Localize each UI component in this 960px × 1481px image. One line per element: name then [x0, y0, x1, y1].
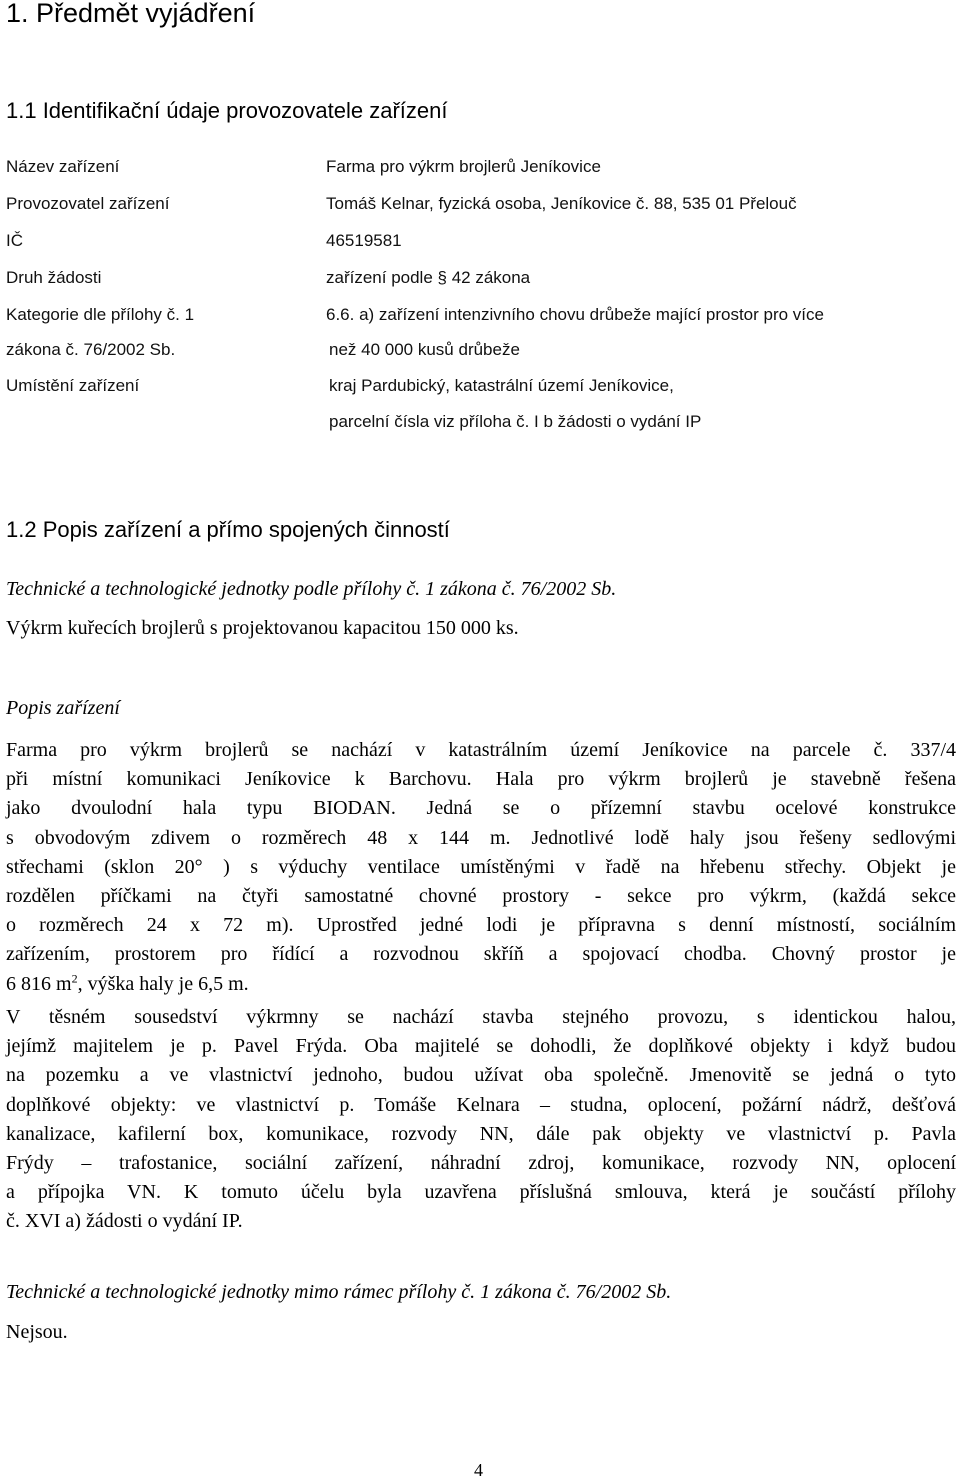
paragraph-line: rozdělen příčkami na čtyři samostatné chovné prostory - sekce pro výkrm, (každá sekce [6, 885, 956, 908]
value-location: kraj Pardubický, katastrální území Jeníkovice, [329, 376, 674, 395]
label-operator: Provozovatel zařízení [6, 194, 170, 213]
paragraph-line: o rozměrech 24 x 72 m). Uprostřed jedné lodi je přípravna s denní místností, sociálním [6, 914, 956, 937]
paragraph-tail: , výška haly je 6,5 m. [77, 972, 249, 995]
value-operator: Tomáš Kelnar, fyzická osoba, Jeníkovice č. 88, 535 01 Přelouč [326, 194, 797, 213]
page-number: 4 [474, 1460, 483, 1480]
value-request-type: zařízení podle § 42 zákona [326, 268, 531, 287]
value-category-line2: než 40 000 kusů drůbeže [329, 340, 520, 359]
description-title: Popis zařízení [6, 697, 120, 719]
paragraph-line: č. XVI a) žádosti o vydání IP. [6, 1210, 243, 1233]
label-category: Kategorie dle přílohy č. 1 [6, 305, 195, 324]
value-facility-name: Farma pro výkrm brojlerů Jeníkovice [326, 157, 601, 176]
area-superscript: 2 [71, 970, 78, 985]
units-title: Technické a technologické jednotky podle přílohy č. 1 zákona č. 76/2002 Sb. [6, 578, 617, 600]
paragraph-line: s obvodovým zdivem o rozměrech 48 x 144 m. Jednotlivé lodě haly jsou řešeny sedlovými [6, 826, 956, 849]
paragraph-line: zařízením, prostorem pro řídící a rozvodnou skříň a spojovací chodba. Chovný prostor je [6, 943, 956, 966]
description-paragraph-1 [6, 736, 956, 999]
paragraph-line: při místní komunikaci Jeníkovice k Barchovu. Hala pro výkrm brojlerů je stavebně řešena [6, 768, 956, 791]
section-heading-description: 1.2 Popis zařízení a přímo spojených činností [6, 517, 450, 542]
description-paragraph-2 [6, 1003, 956, 1237]
value-ico: 46519581 [326, 231, 402, 250]
label-category-line2: zákona č. 76/2002 Sb. [6, 340, 176, 359]
units-outside-text: Nejsou. [6, 1321, 68, 1343]
label-location: Umístění zařízení [6, 376, 140, 395]
paragraph-line: doplňkové objekty: ve vlastnictví p. Tomáše Kelnara – studna, oplocení, požární nádrž, dešťová [6, 1093, 956, 1116]
paragraph-line: na pozemku a ve vlastnictví jednoho, budou užívat oba společně. Jmenovitě se jedná o tyto [6, 1064, 956, 1087]
paragraph-line: Farma pro výkrm brojlerů se nachází v katastrálním území Jeníkovice na parcele č. 337/4 [6, 739, 956, 761]
paragraph-line-last [6, 970, 956, 999]
page-heading: 1. Předmět vyjádření [6, 0, 256, 28]
paragraph-line: a přípojka VN. K tomuto účelu byla uzavřena příslušná smlouva, která je součástí přílohy [6, 1181, 956, 1204]
paragraph-line: střechami (sklon 20° ) s výduchy ventilace umístěnými v řadě na hřebenu střechy. Objekt je [6, 855, 956, 878]
paragraph-line: jako dvoulodní hala typu BIODAN. Jedná se o přízemní stavbu ocelové konstrukce [6, 797, 956, 820]
value-category: 6.6. a) zařízení intenzivního chovu drůbeže mající prostor pro více [326, 305, 824, 324]
area-value: 6 816 m [6, 972, 72, 995]
paragraph-line: Frýdy – trafostanice, sociální zařízení, náhradní zdroj, komunikace, rozvody NN, oplocení [6, 1152, 956, 1175]
units-outside-title: Technické a technologické jednotky mimo rámec přílohy č. 1 zákona č. 76/2002 Sb. [6, 1281, 672, 1303]
label-request-type: Druh žádosti [6, 268, 102, 287]
units-text: Výkrm kuřecích brojlerů s projektovanou kapacitou 150 000 ks. [6, 617, 519, 639]
label-facility-name: Název zařízení [6, 157, 120, 176]
paragraph-line: kanalizace, kafilerní box, komunikace, rozvody NN, dále pak objekty ve vlastnictví p. Pavla [6, 1122, 956, 1145]
section-heading-identification: 1.1 Identifikační údaje provozovatele zařízení [6, 98, 448, 123]
value-location-line2: parcelní čísla viz příloha č. I b žádosti o vydání IP [329, 412, 702, 431]
paragraph-line: V těsném sousedství výkrmny se nachází stavba stejného provozu, s identickou halou, [6, 1006, 956, 1028]
paragraph-line: jejímž majitelem je p. Pavel Frýda. Oba majitelé se dohodli, že doplňkové objekty i když budou [6, 1035, 956, 1058]
label-ico: IČ [6, 231, 23, 250]
